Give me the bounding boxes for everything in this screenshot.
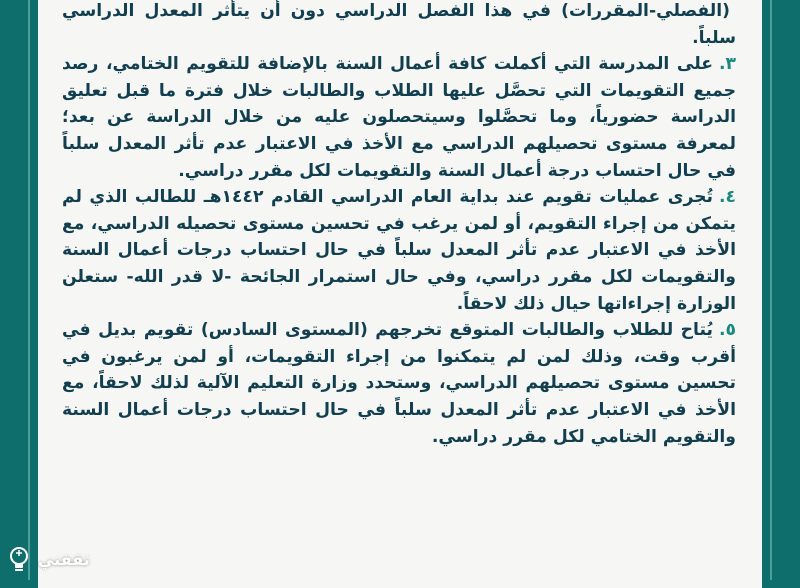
paragraph-number: ٣. — [718, 54, 736, 75]
lightbulb-logo-icon — [4, 544, 34, 574]
watermark — [4, 544, 90, 574]
watermark-text: ثقفني — [38, 549, 90, 569]
paragraph-text: على المدرسة التي أكملت كافة أعمال السنة بالإضافة للتقويم الختامي، رصد جميع التقويمات التي تحصَّل عليها الطلاب والطالبات خلال فترة ما قبل تعليق الدراسة حضورياً، وما تحصَّلوا وسيتحصلون عليه من خلال الدراسة عن بعد؛ لمعرفة مستوى تحصيلهم الدراسي مع الأخذ في الاعتبار عدم تأثر المعدل سلباً في حال احتساب درجة أعمال السنة والتقويمات لكل مقرر دراسي. — [62, 54, 736, 181]
paragraph-number: ٤. — [718, 187, 737, 208]
paragraph-text: تُجرى عمليات تقويم عند بداية العام الدراسي القادم ١٤٤٢هـ للطالب الذي لم يتمكن من إجراء التقويم، أو لمن يرغب في تحسين مستوى تحصيله الدراسي، مع الأخذ في الاعتبار عدم تأثر المعدل سلباً في حال احتساب درجات أعمال السنة والتقويمات لكل مقرر دراسي، وفي حال استمرار الجائحة -لا قدر الله- ستعلن الوزارة إجراءاتها حيال ذلك لاحقاً. — [62, 187, 736, 314]
document-card — [38, 0, 762, 588]
frame-line-right — [770, 0, 772, 580]
paragraph-4 — [62, 184, 736, 317]
paragraph-5 — [62, 317, 736, 450]
frame-line-left — [28, 0, 30, 580]
paragraph-continued — [62, 0, 736, 51]
paragraph-3 — [62, 51, 736, 184]
document-text — [38, 0, 762, 450]
paragraph-number: ٥. — [718, 320, 736, 341]
paragraph-text: (الفصلي-المقررات) في هذا الفصل الدراسي دون أن يتأثر المعدل الدراسي سلباً. — [62, 1, 736, 48]
paragraph-text: يُتاح للطلاب والطالبات المتوقع تخرجهم (المستوى السادس) تقويم بديل في أقرب وقت، وذلك لمن لم يتمكنوا من إجراء التقويمات، أو لمن يرغبون في تحسين مستوى تحصيلهم الدراسي، وستحدد وزارة التعليم الآلية لذلك لاحقاً، مع الأخذ في الاعتبار عدم تأثر المعدل سلباً في حال احتساب درجات أعمال السنة والتقويم الختامي لكل مقرر دراسي. — [62, 320, 736, 447]
